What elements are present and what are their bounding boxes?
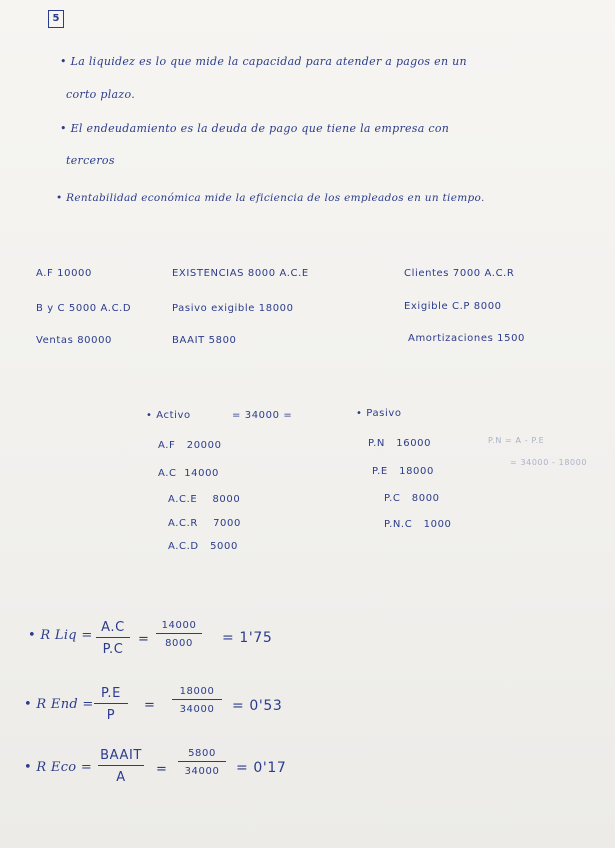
pasivo-item: P.N.C 1000 <box>384 519 452 530</box>
ratio-equals: = <box>144 698 156 713</box>
ratio-result: = 0'17 <box>236 760 287 776</box>
activo-item: A.C 14000 <box>158 468 220 479</box>
definition-2-line-2: terceros <box>66 154 115 167</box>
given-value: Pasivo exigible 18000 <box>172 303 294 314</box>
ratio-value-fraction: 14000 8000 <box>156 620 202 649</box>
activo-item: A.C.R 7000 <box>168 518 241 529</box>
given-value: B y C 5000 A.C.D <box>36 303 132 314</box>
given-value: Amortizaciones 1500 <box>408 333 526 344</box>
definition-2-line-1: • El endeudamiento es la deuda de pago que tiene la empresa con <box>60 122 450 135</box>
given-value: Exigible C.P 8000 <box>404 301 502 312</box>
given-value: EXISTENCIAS 8000 A.C.E <box>172 268 309 279</box>
definition-3-line-1: • Rentabilidad económica mide la eficiencia de los empleados en un tiempo. <box>56 192 485 204</box>
activo-item: A.F 20000 <box>158 440 222 451</box>
ratio-name: • R Liq = <box>28 628 93 643</box>
pasivo-item: P.C 8000 <box>384 493 440 504</box>
ratio-name: • R End = <box>24 697 94 712</box>
definition-1-line-1: • La liquidez es lo que mide la capacidad para atender a pagos en un <box>60 55 467 68</box>
pasivo-note-line-2: = 34000 - 18000 <box>510 458 588 467</box>
ratio-formula-fraction: BAAIT A <box>98 748 144 785</box>
pasivo-note-line-1: P.N = A - P.E <box>488 436 545 445</box>
ratio-equals: = <box>138 632 150 647</box>
ratio-equals: = <box>156 762 168 777</box>
ratio-formula-fraction: P.E P <box>94 686 128 723</box>
given-value: BAAIT 5800 <box>172 335 237 346</box>
ratio-result: = 0'53 <box>232 698 283 714</box>
activo-item: A.C.E 8000 <box>168 494 241 505</box>
given-value: Clientes 7000 A.C.R <box>404 268 515 279</box>
pasivo-title: • Pasivo <box>356 408 402 419</box>
given-value: A.F 10000 <box>36 268 92 279</box>
given-value: Ventas 80000 <box>36 335 113 346</box>
page-number-box: 5 <box>48 10 64 28</box>
activo-total: = 34000 = <box>232 410 293 421</box>
activo-title: • Activo <box>146 410 191 421</box>
ratio-value-fraction: 18000 34000 <box>172 686 222 715</box>
ratio-name: • R Eco = <box>24 760 93 775</box>
definition-1-line-2: corto plazo. <box>66 88 136 101</box>
activo-item: A.C.D 5000 <box>168 541 238 552</box>
pasivo-item: P.N 16000 <box>368 438 432 449</box>
ratio-formula-fraction: A.C P.C <box>96 620 130 657</box>
ratio-result: = 1'75 <box>222 630 273 646</box>
ratio-value-fraction: 5800 34000 <box>178 748 226 777</box>
pasivo-item: P.E 18000 <box>372 466 434 477</box>
